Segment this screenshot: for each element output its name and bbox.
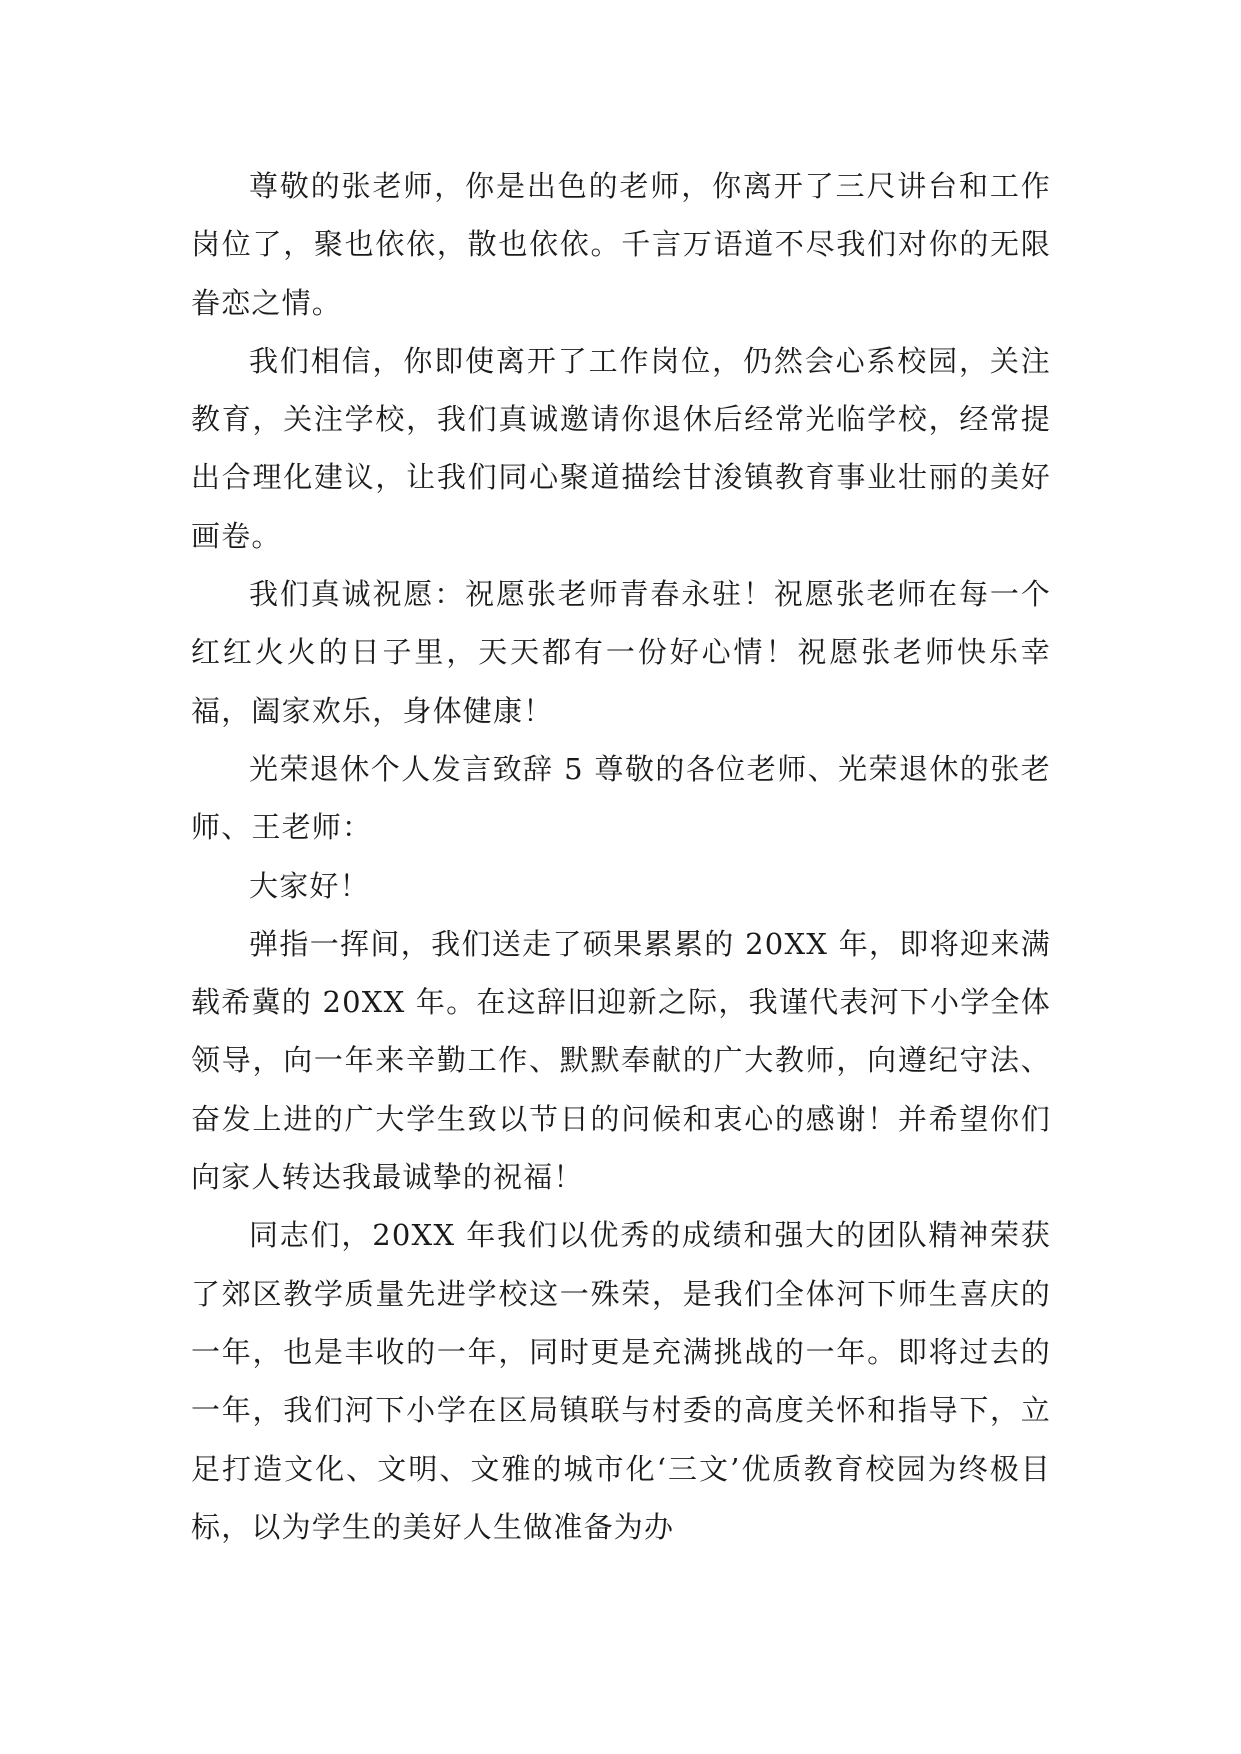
paragraph-farewell-teacher: 尊敬的张老师，你是出色的老师，你离开了三尺讲台和工作岗位了，聚也依依，散也依依。千言万语道不尽我们对你的无限眷恋之情。 (191, 169, 1051, 320)
paragraph-achievements: 同志们，20XX 年我们以优秀的成绩和强大的团队精神荣获了郊区教学质量先进学校这一殊荣，是我们全体河下师生喜庆的一年，也是丰收的一年，同时更是充满挑战的一年。即将过去的一年，我们河下小学在区局镇联与村委的高度关怀和指导下，立足打造文化、文明、文雅的城市化‘三文’优质教育校园为终极目标，以为学生的美好人生做准备为办 (191, 1218, 1051, 1544)
document-body (191, 157, 1051, 1556)
paragraph-speech-heading: 光荣退休个人发言致辞 5 尊敬的各位老师、光荣退休的张老师、王老师： (191, 751, 1051, 845)
paragraph-wishes: 我们真诚祝愿：祝愿张老师青春永驻！祝愿张老师在每一个红红火火的日子里，天天都有一份好心情！祝愿张老师快乐幸福，阖家欢乐，身体健康！ (191, 577, 1051, 728)
paragraph-greeting: 大家好！ (249, 868, 370, 903)
paragraph-new-year: 弹指一挥间，我们送走了硕果累累的 20XX 年，即将迎来满载希冀的 20XX 年。在这辞旧迎新之际，我谨代表河下小学全体领导，向一年来辛勤工作、默默奉献的广大教师，向遵纪守法、奋发上进的广大学生致以节日的问候和衷心的感谢！并希望你们向家人转达我最诚挚的祝福！ (191, 926, 1051, 1195)
paragraph-invitation: 我们相信，你即使离开了工作岗位，仍然会心系校园，关注教育，关注学校，我们真诚邀请你退休后经常光临学校，经常提出合理化建议，让我们同心聚道描绘甘浚镇教育事业壮丽的美好画卷。 (191, 343, 1051, 553)
